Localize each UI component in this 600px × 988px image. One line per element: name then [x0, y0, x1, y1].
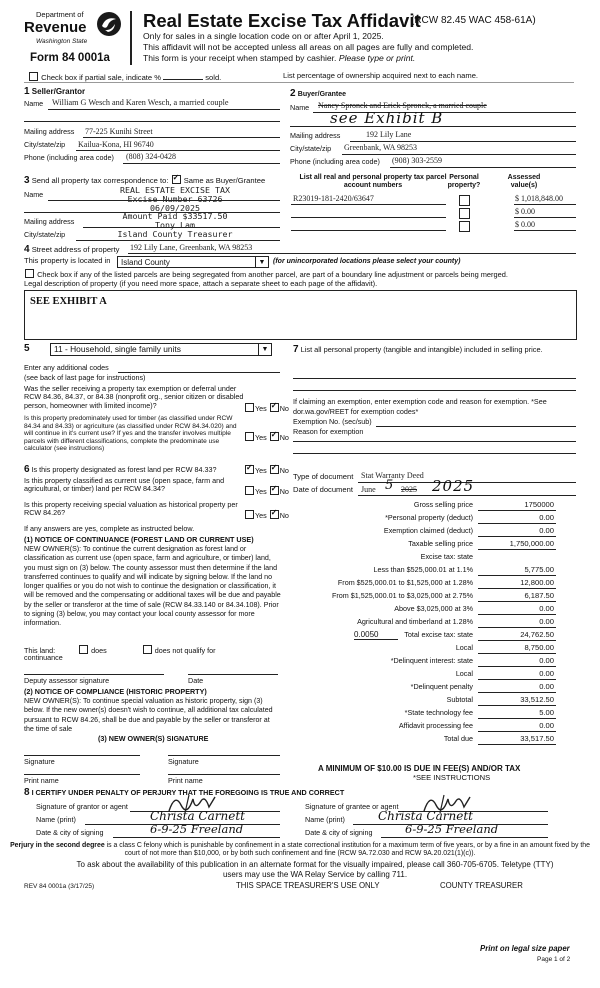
does-not-label: does not qualify for: [154, 646, 216, 655]
tax-row: [300, 644, 556, 655]
tax-row: [300, 514, 556, 525]
legal-description-box[interactable]: [24, 290, 577, 340]
doc-date-handwritten: 2025: [432, 477, 475, 495]
signature-label-2: Signature: [168, 757, 199, 766]
seller-phone-value[interactable]: (808) 324-0428: [126, 152, 176, 161]
tax-row: [300, 540, 556, 551]
new-owner-signature-title: (3) NEW OWNER(S) SIGNATURE: [98, 734, 209, 743]
minimum-due-note: A MINIMUM OF $10.00 IS DUE IN FEE(S) AND/OR TAX: [318, 764, 521, 773]
stamp-line-4: Amount Paid $33517.50: [122, 211, 228, 222]
doc-date-label: Date of document: [293, 485, 353, 494]
seller-phone-label: Phone (including area code): [24, 153, 114, 162]
additional-codes-label: Enter any additional codes: [24, 363, 109, 372]
dor-swirl-icon: [96, 11, 122, 37]
header-line-3a: This form is your receipt when stamped by cashier.: [143, 53, 337, 63]
header-line-3b: Please type or print.: [338, 53, 416, 63]
parcel-line-2: [291, 217, 446, 218]
tax-row-value[interactable]: 0.00: [478, 657, 556, 667]
parcel-line-3: [291, 230, 446, 231]
same-as-buyer-checkbox[interactable]: [172, 175, 181, 184]
parcel-number-1[interactable]: R23019-181-2420/63647: [293, 194, 374, 203]
historic-question: Is this property receiving special valuation as historical property per RCW 84.26?: [24, 500, 238, 518]
tax-row: [300, 501, 556, 512]
current-use-yes-checkbox[interactable]: [245, 486, 254, 495]
historic-no-checkbox[interactable]: [270, 510, 279, 519]
tax-row: [300, 618, 556, 629]
state-line: Washington State: [36, 38, 88, 45]
partial-sale-label: Check box if partial sale, indicate %: [41, 73, 161, 82]
forest-no: No: [279, 466, 289, 475]
parcel-value-line-3: [514, 230, 576, 231]
correspondence-heading-b: Same as Buyer/Grantee: [183, 176, 266, 185]
q1-yes-checkbox[interactable]: [245, 403, 254, 412]
seller-name-value[interactable]: William G Wesch and Karen Wesch, a married couple: [52, 98, 229, 107]
new-owner-sig-line-1: [24, 755, 140, 756]
seller-address-value[interactable]: 77-225 Kunihi Street: [85, 127, 153, 136]
grantee-name-handwritten: Christa Carnett: [378, 809, 473, 823]
partial-sale-checkbox[interactable]: [29, 72, 38, 81]
street-num: 4: [24, 244, 30, 255]
notice-continuance-title: (1) NOTICE OF CONTINUANCE (FOREST LAND OR CURRENT USE): [24, 535, 254, 544]
section7-text: List all personal property (tangible and intangible) included in selling price.: [300, 345, 543, 354]
tax-row-value[interactable]: 1,750,000.00: [478, 540, 556, 550]
doc-date-day: 5: [385, 478, 394, 493]
doc-type-label: Type of document: [293, 472, 354, 481]
parcels-col-number: List all real and personal property tax parcel account numbers: [299, 174, 447, 190]
revision: REV 84 0001a (3/17/25): [24, 883, 95, 890]
parcel-personal-checkbox-1[interactable]: [459, 195, 470, 206]
buyer-address-line: [350, 141, 576, 142]
seller-phone-line: [123, 163, 280, 164]
personal-property-heading: [293, 345, 555, 355]
tax-row-value[interactable]: 6,187.50: [478, 592, 556, 602]
legal-paper-note: Print on legal size paper: [480, 944, 570, 953]
see-instructions: *SEE INSTRUCTIONS: [413, 773, 491, 782]
street-row: [24, 244, 119, 256]
deputy-date-line: [188, 674, 278, 675]
parcels-col-assessed: Assessed value(s): [507, 174, 541, 190]
tax-row-label: *Delinquent penalty: [410, 682, 473, 691]
grantee-date-label: Date & city of signing: [305, 828, 373, 837]
tax-row-value[interactable]: 0.00: [478, 670, 556, 680]
buyer-city-line: [342, 154, 576, 155]
historic-yes-checkbox[interactable]: [245, 510, 254, 519]
stamp-line-3: 06/09/2025: [150, 202, 200, 213]
tax-row-value[interactable]: 0.00: [478, 683, 556, 693]
buyer-phone-value[interactable]: (908) 303-2559: [392, 156, 442, 165]
tax-row-label: Less than $525,000.01 at 1.1%: [373, 565, 473, 574]
tax-row: [300, 631, 556, 642]
dept-line: Department of: [36, 10, 84, 19]
tax-row-label: Exemption claimed (deduct): [383, 526, 473, 535]
header-divider: [130, 11, 132, 65]
chevron-down-icon: ▼: [258, 344, 271, 355]
historic-answer: [244, 510, 289, 520]
personal-property-line-1: [293, 378, 576, 379]
perjury-bold: Perjury in the second degree: [10, 842, 105, 849]
tax-row: [300, 592, 556, 603]
print-name-line-1: [24, 774, 140, 775]
see-back-note: (see back of last page for instructions): [24, 373, 146, 382]
seller-heading: [24, 86, 85, 98]
grantor-name-handwritten: Christa Carnett: [150, 809, 245, 823]
perjury-text: is a class C felony which is punishable by confinement in a state correctional institution for a maximum term of five years, or by a fine in an amount fixed by the court of not more than $10,000, or by both such confinement and fine (RCW 9A.72.030 and RCW 9A.20.021(1)(c)).: [106, 842, 590, 858]
current-use-question: Is this property classified as current use (open space, farm and agricultural, or timber) land per RCW 84.34?: [24, 476, 225, 494]
correspondence-heading-a: Send all property tax correspondence to:: [31, 176, 169, 185]
grantee-date-line: [381, 837, 548, 838]
parcel-value-line-1: [514, 204, 576, 205]
parcel-value-1[interactable]: $ 1,018,848.00: [515, 194, 563, 203]
tax-row-label: From $1,525,000.01 to $3,025,000 at 2.75%: [331, 591, 473, 600]
located-label: This property is located in: [24, 256, 111, 265]
corr-city-label: City/state/zip: [24, 230, 66, 239]
notice-continuance-text: NEW OWNER(S): To continue the current designation as forest land or classification as current use (open space, farm and agriculture, or timber) land, you must sign on (3) below. The county assessor must then determine if the land transferred continues to qualify and will indicate by signing below. If the land no longer qualifies or you do not wish to continue the designation or classification, it will be removed and the compensating or additional taxes will be due and payable by the seller or transferor at the time of sale (RCW 84.33.140 or 84.34.108). Prior to signing (3) below, you may contact your local county assessor for more information.: [24, 545, 281, 628]
grantor-date-handwritten: 6-9-25 Freeland: [150, 822, 244, 836]
seller-heading-text: Seller/Grantor: [31, 87, 86, 96]
header-line-2: This affidavit will not be accepted unless all areas on all pages are fully and completed.: [143, 42, 474, 52]
grantee-signature-label: Signature of grantee or agent: [305, 802, 399, 811]
tax-row-label: From $525,000.01 to $1,525,000 at 1.28%: [337, 578, 473, 587]
corr-address-label: Mailing address: [24, 217, 75, 226]
header-line-1: Only for sales in a single location code on or after April 1, 2025.: [143, 31, 384, 41]
grantee-date-handwritten: 6-9-25 Freeland: [405, 822, 499, 836]
tax-row: [300, 579, 556, 590]
legal-label: Legal description of property (if you need more space, attach a separate sheet to each page of the affidavit).: [24, 279, 378, 288]
forest-yes: Yes: [255, 466, 267, 475]
exemption-note: If claiming an exemption, enter exemption code and reason for exemption. *See dor.wa.gov/REET for exemption codes*: [293, 397, 547, 416]
buyer-address-label: Mailing address: [290, 131, 341, 140]
tax-row-value[interactable]: 0.00: [478, 605, 556, 615]
forest-text: Is this property designated as forest land per RCW 84.33?: [31, 465, 217, 474]
county-note: (for unincorporated locations please select your county): [273, 258, 461, 265]
buyer-name-handwritten: see Exhibit B: [330, 109, 444, 127]
tax-row-label: Taxable selling price: [408, 539, 473, 548]
stamp-line-2: Excise Number 63726: [127, 193, 223, 204]
buyer-phone-label: Phone (including area code): [290, 157, 380, 166]
header-line-3: [143, 54, 415, 64]
stamp-line-5: Tony Lam: [155, 220, 195, 231]
buyer-heading-text: Buyer/Grantee: [297, 91, 347, 98]
parcel-personal-checkbox-2[interactable]: [459, 208, 470, 219]
corr-city-line: [76, 240, 280, 241]
parcel-value-line-2: [514, 217, 576, 218]
reason-line-1: [293, 441, 576, 442]
tax-row-label: Local: [455, 669, 473, 678]
if-yes-note: If any answers are yes, complete as instructed below.: [24, 524, 195, 533]
tax-row: [300, 735, 556, 746]
tax-row-label: *Personal property (deduct): [385, 513, 473, 522]
revenue-wordmark: Revenue: [24, 19, 87, 36]
seller-name-label: Name: [24, 99, 44, 108]
land-use-value: 11 - Household, single family units: [54, 344, 181, 354]
tax-row-label: Agricultural and timberland at 1.28%: [357, 617, 473, 626]
local-rate[interactable]: 0.0050: [354, 630, 398, 640]
reason-label: Reason for exemption: [293, 427, 364, 436]
print-name-label-1: Print name: [24, 776, 59, 785]
excise-stamp: [100, 186, 250, 239]
county-select[interactable]: [117, 256, 269, 268]
doc-type-value[interactable]: Stat Warranty Deed: [361, 471, 424, 480]
print-name-label-2: Print name: [168, 776, 203, 785]
this-land-label: This land:: [24, 646, 56, 655]
section7-num: 7: [293, 344, 299, 355]
grantor-name-label: Name (print): [36, 815, 76, 824]
tax-row-label: Total excise tax: state: [404, 630, 473, 639]
tax-row-value[interactable]: 0.00: [478, 527, 556, 537]
exemption-answer: [244, 403, 289, 413]
parcel-line-1: [291, 204, 446, 205]
segregated-checkbox[interactable]: [25, 269, 34, 278]
parcel-personal-checkbox-3[interactable]: [459, 221, 470, 232]
tax-row: [300, 709, 556, 720]
form-number: Form 84 0001a: [30, 52, 110, 64]
parcels-col-personal: Personal property?: [447, 174, 481, 190]
tax-row: [300, 527, 556, 538]
tax-row: [300, 553, 556, 564]
buyer-city-value[interactable]: Greenbank, WA 98253: [344, 143, 417, 152]
partial-sale-percent-field[interactable]: [163, 79, 203, 80]
grantor-signature-label: Signature of grantor or agent: [36, 802, 128, 811]
tax-row: [300, 696, 556, 707]
forest-answer: [244, 465, 289, 475]
historic-no: No: [279, 511, 289, 520]
historic-yes: Yes: [255, 511, 267, 520]
buyer-name-line-2: [290, 126, 576, 127]
land-use-select[interactable]: [50, 343, 272, 356]
tax-row: [300, 670, 556, 681]
page-number: Page 1 of 2: [537, 956, 571, 963]
tax-row-value[interactable]: 5,775.00: [478, 566, 556, 576]
stamp-line-1: REAL ESTATE EXCISE TAX: [120, 185, 230, 195]
correspondence-num: 3: [24, 175, 30, 186]
continuance-label: continuance: [24, 653, 63, 662]
q1-yes: Yes: [255, 404, 267, 413]
does-checkbox[interactable]: [79, 645, 88, 654]
does-label: does: [91, 646, 107, 655]
q1-no: No: [279, 404, 289, 413]
current-use-yes: Yes: [255, 487, 267, 496]
new-owner-sig-line-2: [168, 755, 280, 756]
q2-yes-checkbox[interactable]: [245, 432, 254, 441]
street-label: Street address of property: [31, 245, 120, 254]
seller-num: 1: [24, 86, 30, 97]
seller-city-value[interactable]: Kailua-Kona, HI 96740: [78, 140, 154, 149]
perjury-notice: [8, 842, 592, 859]
reason-line-2: [293, 453, 576, 454]
seller-city-label: City/state/zip: [24, 140, 66, 149]
deputy-date-label: Date: [188, 676, 204, 685]
tax-row-label: Affidavit processing fee: [398, 721, 473, 730]
treasurer-only: THIS SPACE TREASURER'S USE ONLY: [236, 881, 380, 890]
dor-logo: [24, 11, 124, 51]
notice-compliance-title: (2) NOTICE OF COMPLIANCE (HISTORIC PROPERTY): [24, 687, 207, 696]
tax-row: [300, 722, 556, 733]
seller-name-line-2: [24, 121, 280, 122]
tax-row-value[interactable]: 1750000: [478, 501, 556, 511]
deputy-signature-label: Deputy assessor signature: [24, 676, 110, 685]
buyer-address-value[interactable]: 192 Lily Lane: [366, 130, 412, 139]
buyer-name-struck: Nancy Spronck and Erick Spronck, a married couple: [318, 101, 487, 110]
tax-row: [300, 657, 556, 668]
doc-date-struck: 2025: [401, 485, 417, 494]
q1-no-checkbox[interactable]: [270, 403, 279, 412]
doc-date-month[interactable]: June: [361, 485, 376, 494]
tax-row-label: *State technology fee: [404, 708, 473, 717]
tax-row-label: *Delinquent interest: state: [390, 656, 473, 665]
tax-row-label: Gross selling price: [413, 500, 473, 509]
tax-row-value[interactable]: 0.00: [478, 722, 556, 732]
ownership-note: List percentage of ownership acquired next to each name.: [283, 71, 479, 80]
county-treasurer: COUNTY TREASURER: [440, 881, 523, 890]
tax-row-value[interactable]: 8,750.00: [478, 644, 556, 654]
tax-row-value[interactable]: 0.00: [478, 514, 556, 524]
divider: [24, 82, 574, 83]
grantor-date-line: [113, 837, 280, 838]
tax-row-value[interactable]: 0.00: [478, 618, 556, 628]
notice-compliance-text: NEW OWNER(S): To continue special valuation as historic property, sign (3) below. If the new owner(s) doesn't wish to continue, all additional tax calculated pursuant to RCW 84.26, shall be due and payable by the seller or transferor at the time of sale: [24, 697, 273, 733]
exemption-no-line: [376, 426, 576, 427]
parcel-value-2[interactable]: $ 0.00: [515, 207, 535, 216]
signature-label-1: Signature: [24, 757, 55, 766]
tax-row-label: Excise tax: state: [420, 552, 473, 561]
tax-row-label: Total due: [443, 734, 473, 743]
tax-row-value[interactable]: 5.00: [478, 709, 556, 719]
current-use-answer: [244, 486, 289, 496]
buyer-phone-line: [390, 167, 576, 168]
buyer-num: 2: [290, 88, 296, 99]
forest-question: [24, 464, 217, 476]
grantor-signature: [165, 791, 225, 815]
current-use-no: No: [279, 487, 289, 496]
q2-no: No: [279, 433, 289, 442]
buyer-city-label: City/state/zip: [290, 144, 332, 153]
page-title: Real Estate Excise Tax Affidavit: [143, 10, 421, 31]
grantor-date-label: Date & city of signing: [36, 828, 104, 837]
deputy-signature-line: [24, 674, 164, 675]
personal-property-line-2: [293, 390, 576, 391]
exemption-no-label: Exemption No. (sec/sub): [293, 417, 372, 426]
q2-no-checkbox[interactable]: [270, 432, 279, 441]
section6-num: 6: [24, 464, 30, 475]
seller-name-line: [48, 109, 280, 110]
rcw-ref: (RCW 82.45 WAC 458-61A): [411, 15, 536, 26]
county-value: Island County: [121, 258, 170, 267]
chevron-down-icon: ▼: [255, 257, 268, 267]
parcel-value-3[interactable]: $ 0.00: [515, 220, 535, 229]
segregated-row: [24, 269, 508, 280]
current-use-no-checkbox[interactable]: [270, 486, 279, 495]
tax-row-value[interactable]: 12,800.00: [478, 579, 556, 589]
alt-format-notice: To ask about the availability of this publication in an alternate format for the visually impaired, please call 360-705-6705. Teletype (TTY) users may use the WA Relay Service by calling 711.: [76, 860, 554, 879]
buyer-heading: [290, 88, 346, 100]
q2-yes: Yes: [255, 433, 267, 442]
corr-name-label: Name: [24, 190, 44, 199]
section8-num: 8: [24, 787, 30, 798]
street-value[interactable]: 192 Lily Lane, Greenbank, WA 98253: [130, 243, 253, 252]
grantee-name-label: Name (print): [305, 815, 345, 824]
tax-row-value[interactable]: 33,512.50: [478, 696, 556, 706]
timber-question: Is this property predominately used for timber (as classified under RCW 84.34 and 84.33) or agriculture (as classified under RCW 84.34.020) and will continue in it's current use? If yes and the transfer involves multiple parcels with different classifications, complete the predominate use calculator (see instructions): [24, 415, 237, 453]
section5-num: 5: [24, 343, 30, 354]
forest-yes-checkbox[interactable]: [245, 465, 254, 474]
tax-row-value[interactable]: 24,762.50: [478, 631, 556, 641]
tax-row: [300, 566, 556, 577]
tax-row-label: Local: [455, 643, 473, 652]
tax-row-label: Subtotal: [446, 695, 473, 704]
stamp-line-6: Island County Treasurer: [117, 228, 233, 239]
tax-row-value[interactable]: 33,517.50: [478, 735, 556, 745]
forest-no-checkbox[interactable]: [270, 465, 279, 474]
seller-address-label: Mailing address: [24, 127, 75, 136]
seller-address-line: [83, 137, 280, 138]
does-not-checkbox[interactable]: [143, 645, 152, 654]
legal-description-value: SEE EXHIBIT A: [30, 296, 107, 307]
tax-row: [300, 683, 556, 694]
partial-sale-sold: sold.: [205, 73, 222, 82]
seller-city-line: [76, 150, 280, 151]
buyer-name-label: Name: [290, 103, 310, 112]
street-line: [128, 253, 576, 254]
tax-row: [300, 605, 556, 616]
exemption-question: Was the seller receiving a property tax exemption or deferral under RCW 84.36, 84.37, or 84.38 (nonprofit org., senior citizen or disabled person, homeowner with limited income)?: [24, 384, 244, 410]
timber-answer: [244, 432, 289, 442]
certify-text: I CERTIFY UNDER PENALTY OF PERJURY THAT THE FOREGOING IS TRUE AND CORRECT: [31, 788, 345, 797]
tax-row-label: Above $3,025,000 at 3%: [394, 604, 473, 613]
print-name-line-2: [168, 774, 280, 775]
segregated-text: Check box if any of the listed parcels are being segregated from another parcel, are part of a boundary line adjustment or parcels being merged.: [37, 270, 508, 279]
grantee-signature: [420, 791, 480, 815]
